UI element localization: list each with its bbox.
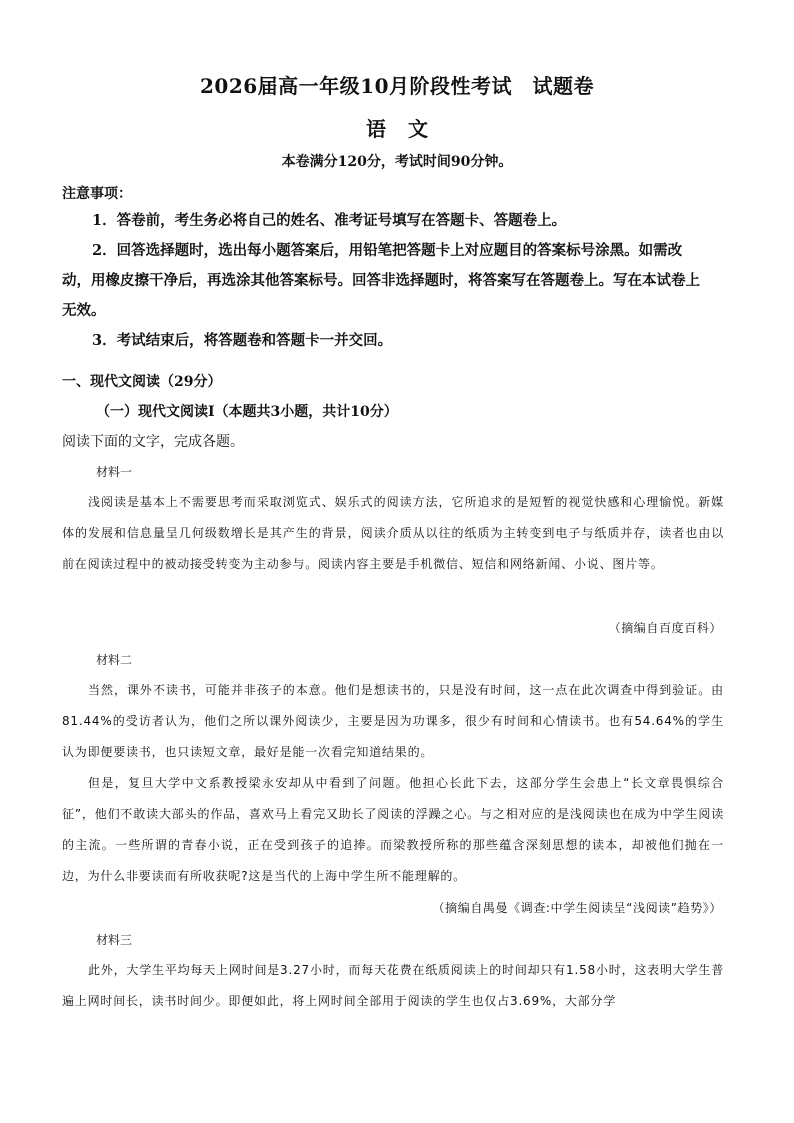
notice-heading: 注意事项：: [62, 186, 132, 202]
reading-instruction: 阅读下面的文字，完成各题。: [62, 434, 244, 450]
material-paragraph: 当然，课外不读书，可能并非孩子的本意。他们是想读书的，只是没有时间，这一点在此次调查中得到验证。由81.44%的受访者认为，他们之所以课外阅读少，主要是因为功课多，很少有时间和心情读书。也有54.64%的学生认为即便要读书，也只读短文章，最好是能一次看完知道结果的。: [62, 683, 724, 759]
material-paragraph: 此外，大学生平均每天上网时间是3.27小时，而每天花费在纸质阅读上的时间却只有1.58小时，这表明大学生普遍上网时间长，读书时间少。即便如此，将上网时间全部用于阅读的学生也仅占3.69%，大部分学: [62, 963, 724, 1008]
section-heading: 一、现代文阅读（29分）: [62, 374, 222, 390]
notice-item: 1．答卷前，考生务必将自己的姓名、准考证号填写在答题卡、答题卷上。: [92, 212, 567, 229]
material-label: 材料三: [96, 933, 133, 947]
material-paragraph: 浅阅读是基本上不需要思考而采取浏览式、娱乐式的阅读方法，它所追求的是短暂的视觉快感和心理愉悦。新媒体的发展和信息量呈几何级数增长是其产生的背景，阅读介质从以往的纸质为主转变到电子与纸质并存，读者也由以前在阅读过程中的被动接受转变为主动参与。阅读内容主要是手机微信、短信和网络新闻、小说、图片等。: [62, 495, 724, 571]
subject-title: 语文: [366, 117, 450, 141]
material-paragraph: 但是，复旦大学中文系教授梁永安却从中看到了问题。他担心长此下去，这部分学生会患上“长文章畏惧综合征”，他们不敢读大部头的作品，喜欢马上看完又助长了阅读的浮躁之心。与之相对应的是浅阅读也在成为中学生阅读的主流。一些所谓的青春小说，正在受到孩子的追捧。而梁教授所称的那些蕴含深刻思想的读本，却被他们抛在一边，为什么非要读而有所收获呢?这是当代的上海中学生所不能理解的。: [62, 776, 724, 883]
notice-list: [62, 206, 702, 356]
notice-item: 2．回答选择题时，选出每小题答案后，用铅笔把答题卡上对应题目的答案标号涂黑。如需改动，用橡皮擦干净后，再选涂其他答案标号。回答非选择题时，将答案写在答题卷上。写在本试卷上无效。: [62, 242, 700, 319]
subsection-heading: （一）现代文阅读Ⅰ（本题共3小题，共计10分）: [96, 404, 398, 420]
material-source: （摘编自禺曼《调查:中学生阅读呈“浅阅读”趋势》）: [432, 901, 722, 915]
exam-note: 本卷满分120分，考试时间90分钟。: [281, 154, 513, 170]
material-label: 材料一: [96, 465, 133, 479]
page-title: 2026届高一年级10月阶段性考试 试题卷: [200, 74, 594, 98]
material-label: 材料二: [96, 653, 133, 667]
notice-item: 3．考试结束后，将答题卷和答题卡一并交回。: [92, 332, 393, 349]
material-source: （摘编自百度百科）: [608, 621, 722, 635]
